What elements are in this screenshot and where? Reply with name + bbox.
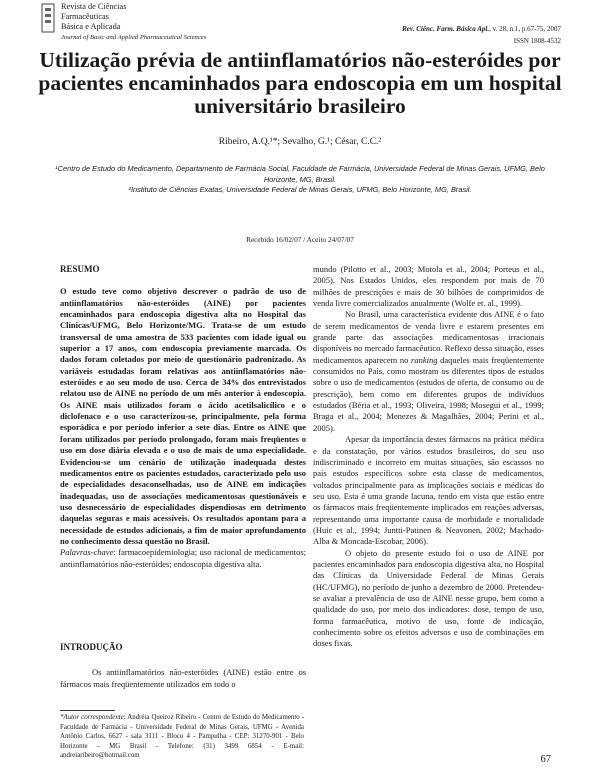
right-paragraph-2-b: daqueles mais freqüentemente consumidos no País, como mostram os diferentes tipos de estudos sobre o uso de medicamentos (estudos de oferta, de consumo ou de prescrição), bem como em diferentes grupos de indivíduos estudados (Béria et al., 1993; Oliveira, 1998; Mosegui et al., 1999; Braga et al., 2004; Menezes & Magalhães, 2004; Perini et al., 2005). bbox=[313, 354, 545, 433]
citation-block bbox=[402, 24, 561, 48]
introduction-paragraph-1: Os antiinflamatórios não-esteróides (AINE) estão entre os fármacos mais freqüentemente utilizados em todo o bbox=[60, 667, 306, 689]
keywords-label: Palavras-chave bbox=[60, 547, 114, 558]
article-authors: Ribeiro, A.Q.¹*; Sevalho, G.¹; César, C.C.² bbox=[218, 137, 382, 147]
footnote-label: *Autor correspondente bbox=[60, 714, 124, 721]
footnote bbox=[60, 713, 304, 761]
affiliation-1: ¹Centro de Estudo do Medicamento, Departamento de Farmácia Social, Faculdade de Farmácia, Universidade Federal de Minas Gerais, UFMG, Belo Horizonte, MG, Brasil. bbox=[55, 164, 545, 184]
citation-journal-abbrev: Rev. Ciênc. Farm. Básica Apl. bbox=[402, 25, 490, 33]
right-paragraph-1: mundo (Pilotto et al., 2003; Motola et al., 2004; Porteus et al., 2005). Nos Estados Unidos, eles respondem por mais de 70 milhões de prescrições e mais de 30 bilhões de comprimidos de venda livre comercializados anualmente (Wolfe et. al., 1999). bbox=[313, 264, 544, 309]
received-date: Recebido 16/02/07 / Aceito 24/07/07 bbox=[246, 235, 354, 244]
left-column bbox=[60, 264, 306, 570]
issn: ISSN 1808-4532 bbox=[513, 36, 561, 45]
footnote-text: : Andréia Queiroz Ribeiro - Centro de Estudo do Medicamento - Faculdade de Farmácia - Universidade Federal de Minas Gerais, UFMG - Avenida Antônio Carlos, 6627 - sala 3111 - Bloco 4 - Pampulha - CEP: 31270-901 - Belo Horizonte - MG Brasil - Telefone: (31) 3499 6854 - E-mail: andreiaribeiro@hotmail.com bbox=[60, 714, 304, 759]
journal-header bbox=[61, 2, 291, 43]
citation-line bbox=[402, 24, 561, 36]
journal-name-line3: Básica e Aplicada bbox=[61, 22, 121, 32]
right-column bbox=[313, 264, 544, 650]
keywords bbox=[60, 547, 306, 570]
citation-volume: , v. 28, n.1, p.67-75, 2007 bbox=[489, 25, 561, 33]
right-paragraph-2-italic: ranking bbox=[411, 354, 438, 365]
affiliations bbox=[40, 164, 560, 196]
abstract-heading: RESUMO bbox=[60, 264, 100, 274]
abstract-text: O estudo teve como objetivo descrever o padrão de uso de antiinflamatórios não-esteróides (AINE) por pacientes encaminhados para endoscopia digestiva alta no Hospital das Clínicas/UFMG, Belo Horizonte/MG. Trata-se de um estudo transversal de uma amostra de 533 pacientes com idade igual ou superior a 17 anos, com endoscopia previamente marcada. Os dados foram coletados por meio de questionário padronizado. As variáveis estudadas foram relativas aos antiinflamatórios não-esteróides e ao seu modo de uso. Cerca de 34% dos entrevistados relatou uso de AINE no período de um mês anterior à endoscopia. Os AINE mais utilizados foram o ácido acetilsalicílico e o diclofenaco e o uso caracterizou-se, principalmente, pela forma esporádica e por período inferior a sete dias. Entre os AINE que foram utilizados por período prolongado, foram mais freqüentes o uso em dose diária elevada e o uso de mais de uma especialidade. Evidenciou-se um cenário de utilização inadequada destes medicamentos entre os pacientes estudados, caracterizado pelo uso de especialidades desaconselhadas, uso de AINE em indicações inadequadas, uso de associações medicamentosas questionáveis e uso desnecessário de especialidades dispendiosas em detrimento daquelas seguras e mais acessíveis. Os resultados apontam para a necessidade de estudos adicionais, a fim de maior aprofundamento no conhecimento dessa questão no Brasil. bbox=[60, 286, 306, 546]
introduction-section bbox=[60, 642, 306, 690]
affiliation-2: ²Instituto de Ciências Exatas, Universidade Federal de Minas Gerais, UFMG, Belo Horizonte, MG, Brasil. bbox=[128, 185, 472, 194]
right-paragraph-2-a: No Brasil, uma característica evidente dos AINE é o fato de serem medicamentos de venda livre e estarem presentes em grande parte das associações medicamentosas irracionais disponíveis no mercado farmacêutico. Reflexo dessa situação, esses medicamentos aparecem no bbox=[313, 309, 544, 365]
journal-name-line2: Farmacêuticas bbox=[61, 12, 109, 22]
journal-subtitle: Journal of Basic and Applied Pharmaceutical Sciences bbox=[61, 33, 207, 41]
introduction-heading: INTRODUÇÃO bbox=[60, 642, 123, 652]
journal-logo-icon bbox=[41, 3, 55, 33]
article-title: Utilização prévia de antiinflamatórios não-esteróides por pacientes encaminhados para endoscopia em um hospital universitário brasileiro bbox=[38, 48, 562, 118]
right-paragraph-3: Apesar da importância destes fármacos na prática médica e da constatação, por vários estudos brasileiros, do seu uso indiscriminado e incorreto em muitas situações, são escassos no país estudos específicos sobre esta classe de medicamentos, voltados principalmente para as implicações sociais e médicas do seu uso. Esta é uma grande lacuna, tendo em vista que estão entre os fármacos mais freqüentemente implicados em reações adversas, representando uma importante causa de morbidade e mortalidade (Huic et al., 1994; Juntti-Patinen & Neavonen, 2002; Machado-Alba & Moncada-Escobar, 2006). bbox=[313, 434, 544, 547]
journal-name-line1: Revista de Ciências bbox=[61, 2, 127, 11]
keywords-text: : farmacoepidemiologia; uso racional de medicamentos; antiinflamatórios não-esteróides; endoscopia digestiva alta. bbox=[60, 547, 306, 569]
footnote-divider bbox=[60, 710, 115, 711]
page-number: 67 bbox=[540, 754, 551, 765]
journal-logo bbox=[41, 3, 55, 33]
right-paragraph-4: O objeto do presente estudo foi o uso de AINE por pacientes encaminhados para endoscopia digestiva alta, no Hospital das Clínicas da Universidade Federal de Minas Gerais (HC/UFMG), no período de junho a dezembro de 2000. Pretendeu-se avaliar a prevalência de uso de AINE nesse grupo, bem como a qualidade do uso, por meio dos indicadores: dose, tempo de uso, forma farmacêutica, motivo de uso, fonte de indicação, conhecimento sobre os efeitos adversos e uso de combinações em doses fixas. bbox=[313, 547, 544, 649]
right-paragraph-2 bbox=[313, 309, 544, 434]
